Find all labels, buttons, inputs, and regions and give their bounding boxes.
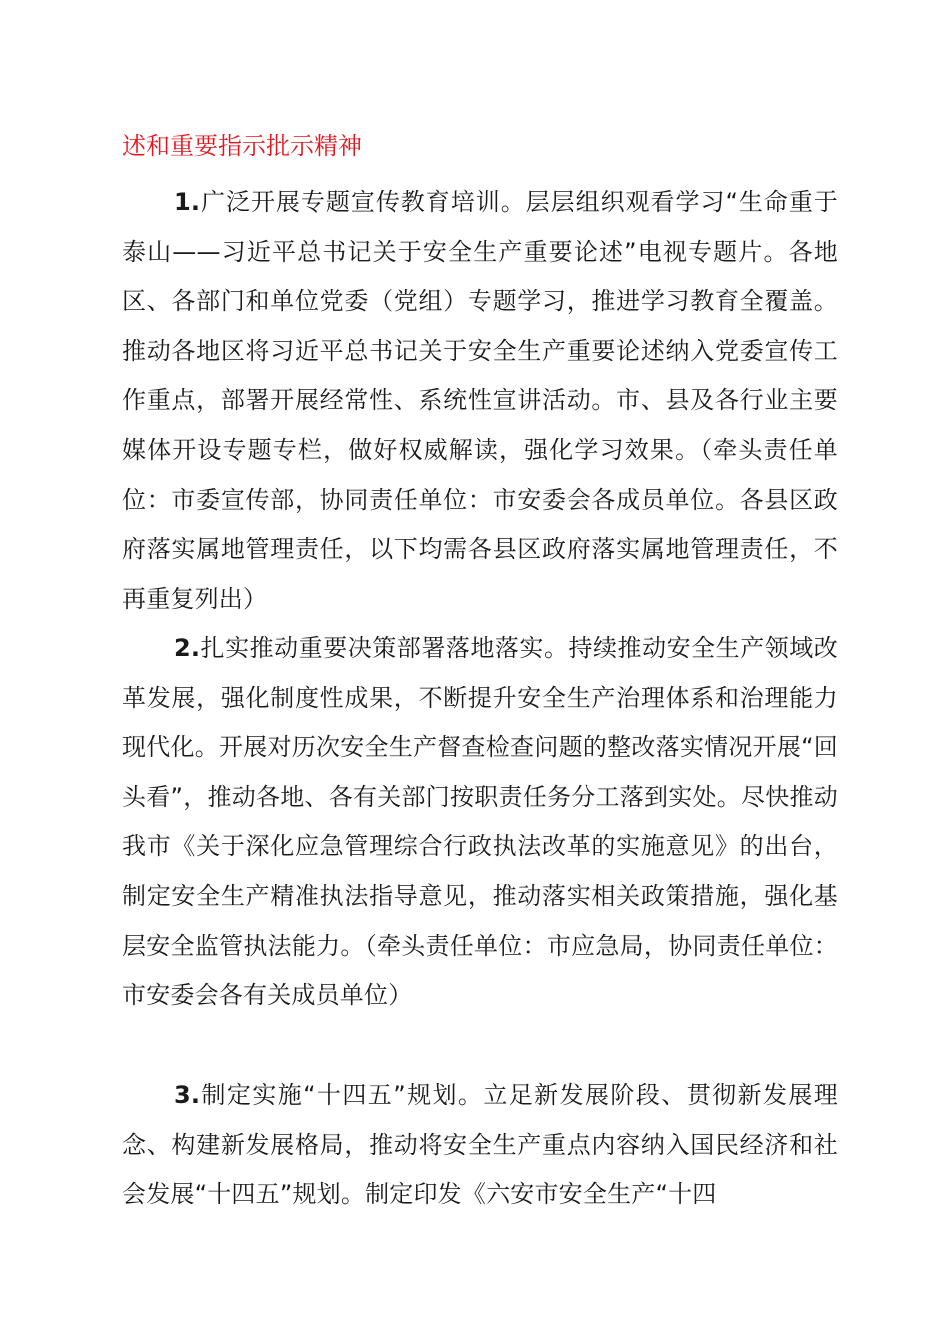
paragraph-2-text: 扎实推动重要决策部署落地落实。持续推动安全生产领域改革发展，强化制度性成果，不断提升安全生产治理体系和治理能力现代化。开展对历次安全生产督查检查问题的整改落实情况开展“回头看”，推动各地、各有关部门按职责任务分工落到实处。尽快推动我市《关于深化应急管理综合行政执法改革的实施意见》的出台，制定安全生产精准执法指导意见，推动落实相关政策措施，强化基层安全监管执法能力。（牵头责任单位：市应急局，协同责任单位：市安委会各有关成员单位） [122,634,838,1010]
paragraph-3-number: 3. [174,1081,201,1109]
continued-heading: 述和重要指示批示精神 [122,132,362,160]
paragraph-3-text: 制定实施“十四五”规划。立足新发展阶段、贯彻新发展理念、构建新发展格局，推动将安全生产重点内容纳入国民经济和社会发展“十四五”规划。制定印发《六安市安全生产“十四 [122,1081,838,1209]
paragraph-1-text: 广泛开展专题宣传教育培训。层层组织观看学习“生命重于泰山——习近平总书记关于安全生产重要论述”电视专题片。各地区、各部门和单位党委（党组）专题学习，推进学习教育全覆盖。推动各地区将习近平总书记关于安全生产重要论述纳入党委宣传工作重点，部署开展经常性、系统性宣讲活动。市、县及各行业主要媒体开设专题专栏，做好权威解读，强化学习效果。（牵头责任单位：市委宣传部，协同责任单位：市安委会各成员单位。各县区政府落实属地管理责任，以下均需各县区政府落实属地管理责任，不再重复列出） [122,188,838,613]
paragraph-1-number: 1. [174,188,201,216]
paragraph-2-number: 2. [174,634,201,662]
paragraph-3 [122,1071,838,1220]
paragraph-1 [122,178,838,624]
paragraph-2 [122,624,838,1021]
